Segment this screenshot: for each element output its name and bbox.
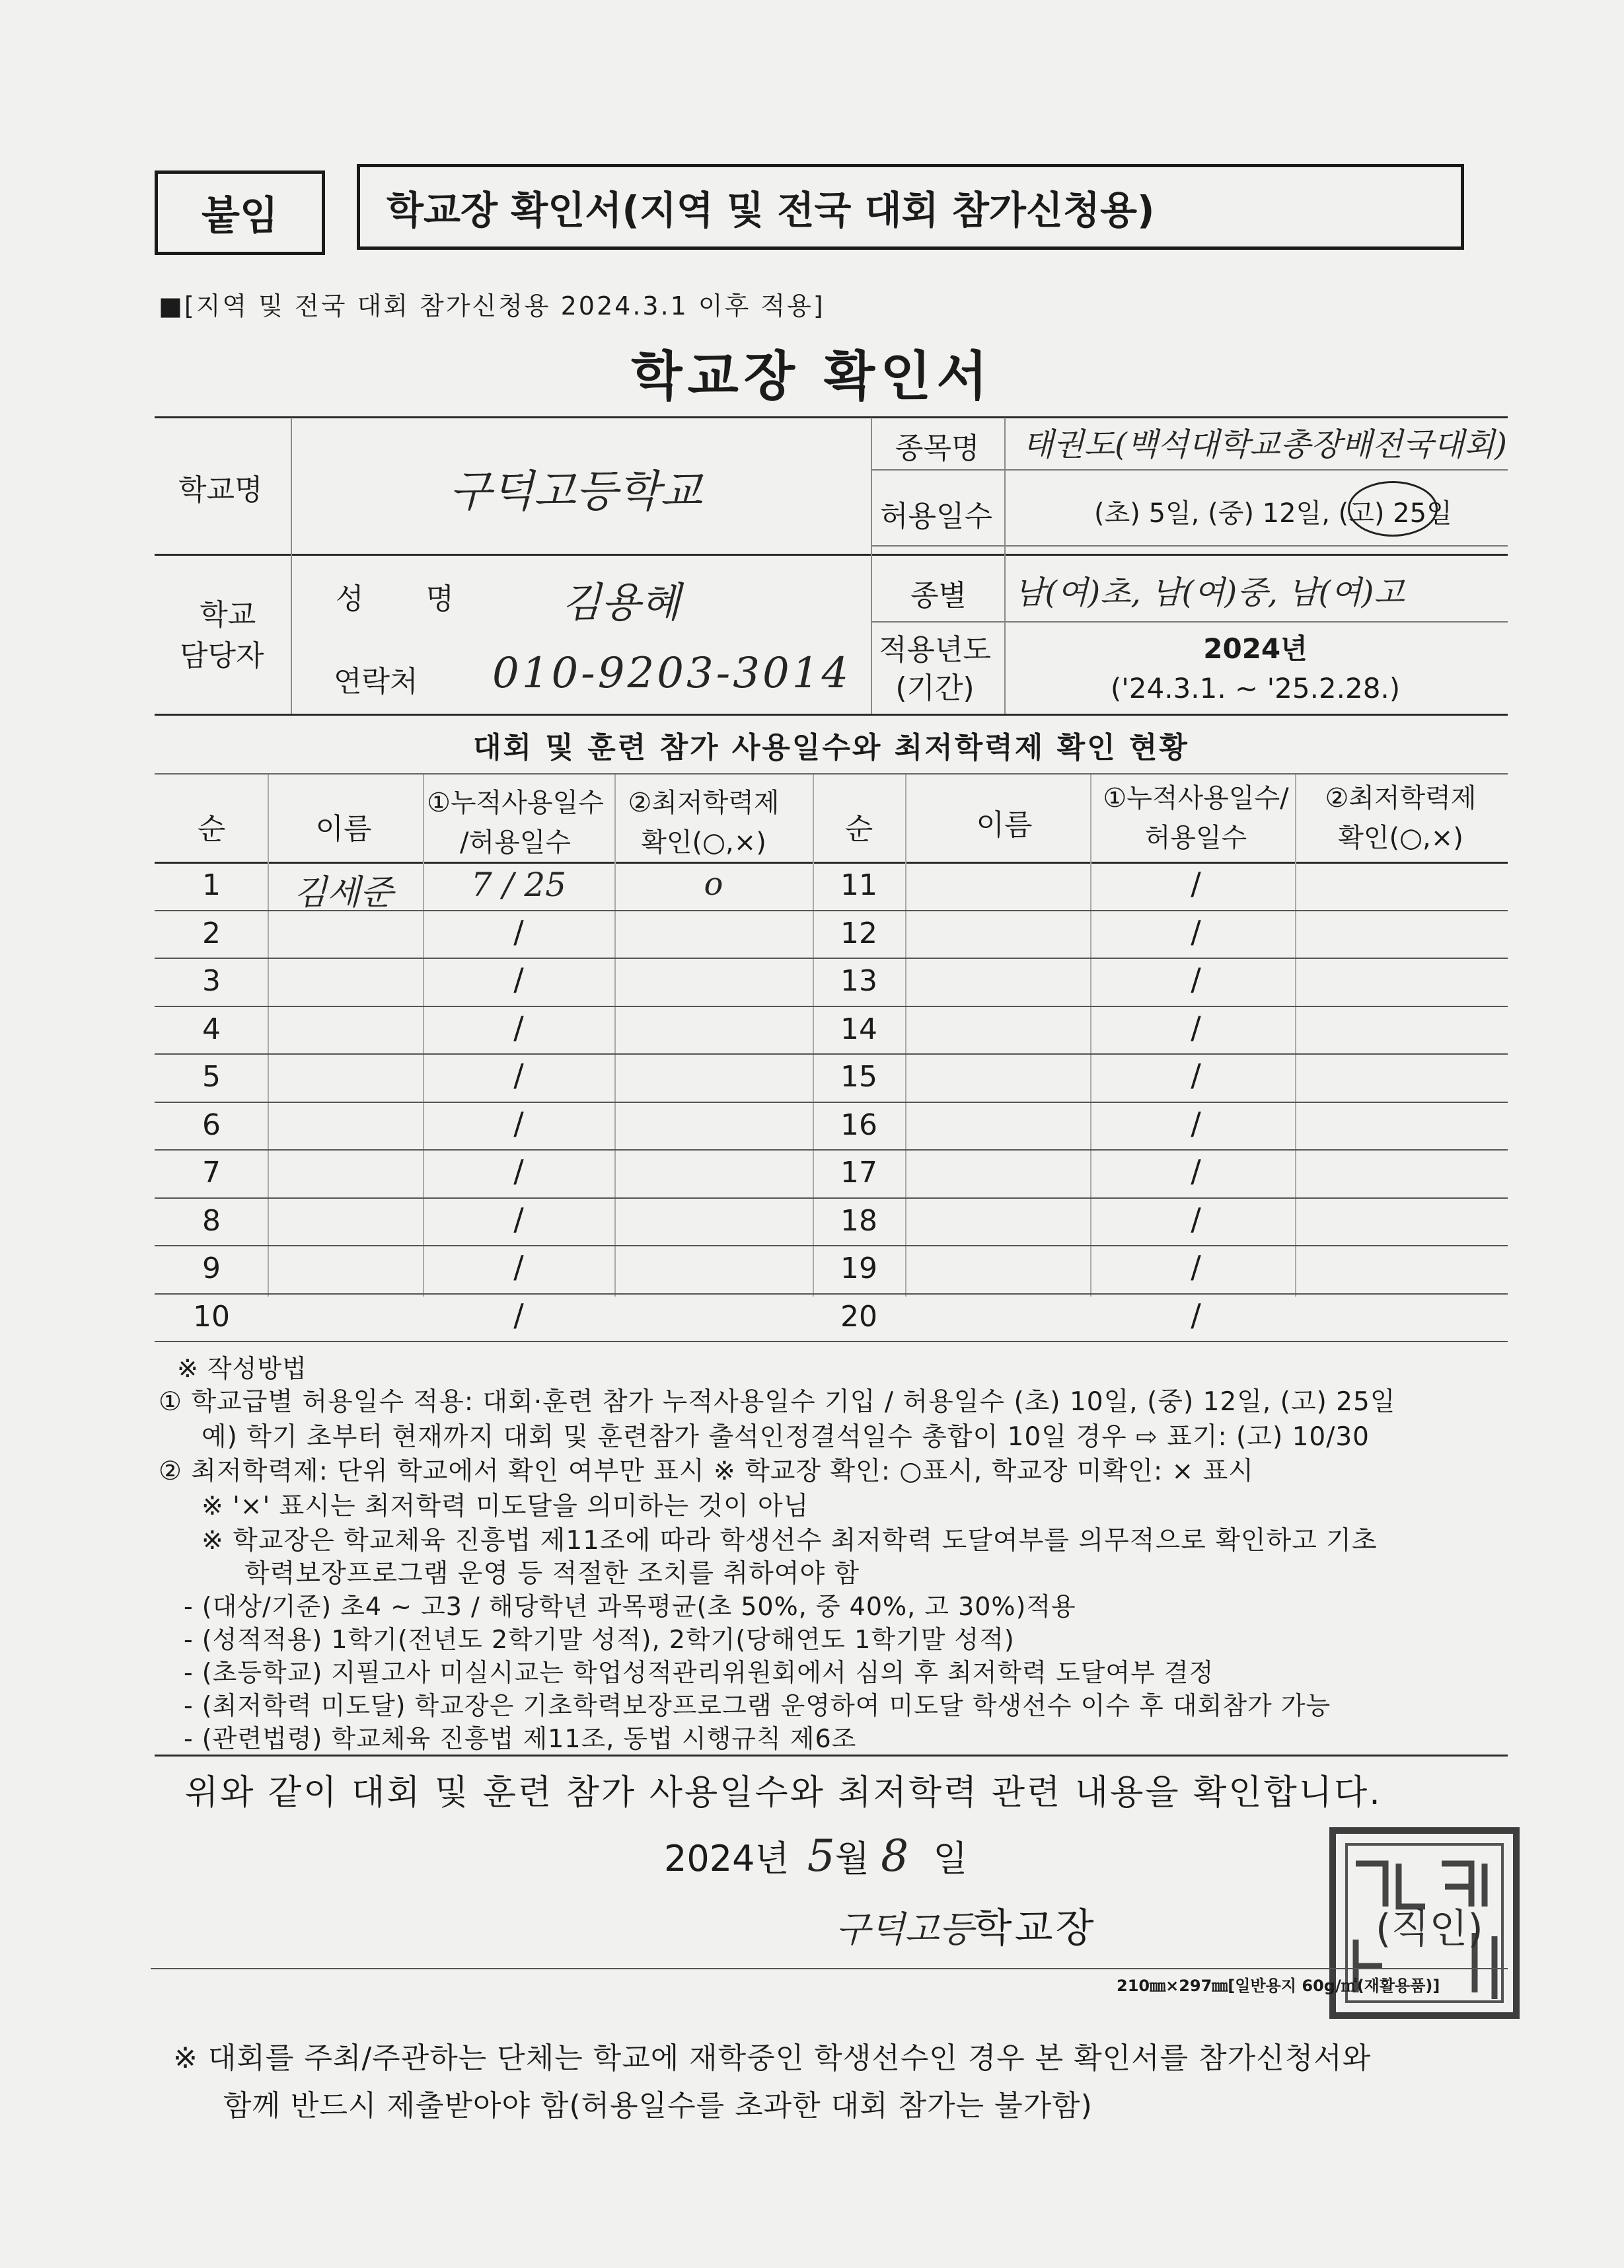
left-row-days: / xyxy=(513,1201,524,1237)
right-row-days: / xyxy=(1191,1153,1201,1189)
left-row-days: 7 / 25 xyxy=(470,866,567,904)
detail-4: - (최저학력 미도달) 학교장은 기초학력보장프로그램 운영하여 미도달 학생선수 이수 후 대회참가 가능 xyxy=(184,1691,1331,1720)
event-label: 종목명 xyxy=(895,432,980,465)
left-row-no: 2 xyxy=(202,916,221,950)
divider xyxy=(268,775,269,1297)
left-row-no: 8 xyxy=(202,1203,221,1238)
right-row-days: / xyxy=(1191,1057,1201,1093)
right-row-days: / xyxy=(1191,1105,1201,1141)
circle-mark xyxy=(1348,481,1438,537)
left-row-days: / xyxy=(513,1249,524,1285)
right-row-no: 13 xyxy=(840,964,877,998)
allowed-days-value: (초) 5일, (중) 12일, (고) 25일 xyxy=(1094,498,1452,529)
row-divider xyxy=(155,1341,1508,1342)
right-row-days: / xyxy=(1191,1249,1201,1285)
row-divider xyxy=(155,958,1508,959)
year-label: 적용년도 (기간) xyxy=(879,633,992,705)
left-row-check: o xyxy=(704,866,723,903)
school-name-label: 학교명 xyxy=(178,473,263,507)
contact-label: 연락처 xyxy=(334,665,418,699)
school-name-value: 구덕고등학교 xyxy=(449,466,702,517)
seal-label: (직인) xyxy=(1376,1906,1483,1952)
manager-label: 학교 담당자 xyxy=(180,598,264,673)
col-header-days: ①누적사용일수 /허용일수 xyxy=(427,788,604,858)
divider xyxy=(155,554,1508,556)
document-title: 학교장 확인서 xyxy=(631,346,993,407)
note-3: ※ '×' 표시는 최저학력 미도달을 의미하는 것이 아님 xyxy=(202,1492,809,1521)
paper-spec: 210㎜×297㎜[일반용지 60g/㎡(재활용품)] xyxy=(1117,1977,1440,1995)
right-row-no: 12 xyxy=(840,916,877,950)
divider xyxy=(155,714,1508,716)
right-row-days: / xyxy=(1191,913,1201,950)
right-row-no: 17 xyxy=(840,1156,877,1190)
divider xyxy=(871,621,1508,623)
note-1a: ① 학교급별 허용일수 적용: 대회·훈련 참가 누적사용일수 기입 / 허용일수 (초) 10일, (중) 12일, (고) 25일 xyxy=(159,1387,1396,1417)
gender-label: 종별 xyxy=(910,579,967,613)
contact-value: 010-9203-3014 xyxy=(492,649,852,698)
name-label: 성 명 xyxy=(336,582,480,616)
divider xyxy=(151,1968,1508,1969)
left-row-no: 9 xyxy=(202,1252,221,1285)
table-section-title: 대회 및 훈련 참가 사용일수와 최저학력제 확인 현황 xyxy=(473,731,1189,765)
col-header-no-right: 순 xyxy=(844,812,873,846)
row-divider xyxy=(155,1006,1508,1007)
detail-1: - (대상/기준) 초4 ~ 고3 / 해당학년 과목평균(초 50%, 중 40%, 고 30%)적용 xyxy=(184,1592,1076,1621)
note-1b: 예) 학기 초부터 현재까지 대회 및 훈련참가 출석인정결석일수 총합이 10일 경우 ⇨ 표기: (고) 10/30 xyxy=(202,1422,1370,1452)
divider xyxy=(905,775,906,1297)
divider xyxy=(155,773,1508,775)
right-row-no: 19 xyxy=(840,1252,877,1285)
left-row-no: 3 xyxy=(202,964,221,998)
left-row-days: / xyxy=(513,1105,524,1141)
row-divider xyxy=(155,1245,1508,1246)
divider xyxy=(871,418,872,714)
right-row-no: 14 xyxy=(840,1012,877,1046)
right-row-no: 11 xyxy=(840,868,877,902)
divider xyxy=(1004,418,1006,714)
left-row-no: 1 xyxy=(202,868,221,902)
left-row-no: 10 xyxy=(193,1299,230,1334)
col-header-name-right: 이름 xyxy=(976,808,1033,842)
row-divider xyxy=(155,1149,1508,1151)
left-row-no: 5 xyxy=(202,1060,221,1094)
manager-name-value: 김용혜 xyxy=(562,578,681,626)
divider xyxy=(155,1755,1508,1757)
left-row-no: 7 xyxy=(202,1156,221,1190)
right-row-no: 15 xyxy=(840,1060,877,1094)
col-header-check: ②최저학력제 확인(○,×) xyxy=(628,788,780,858)
divider xyxy=(871,545,1508,547)
event-value: 태권도(백석대학교총장배전국대회) xyxy=(1023,426,1507,463)
right-row-days: / xyxy=(1191,1009,1201,1045)
divider xyxy=(813,775,814,1297)
footer-note-2: 함께 반드시 제출받아야 함(허용일수를 초과한 대회 참가는 불가함) xyxy=(223,2089,1093,2123)
right-row-days: / xyxy=(1191,962,1201,997)
note-4a: ※ 학교장은 학교체육 진흥법 제11조에 따라 학생선수 최저학력 도달여부를 의무적으로 확인하고 기초 xyxy=(202,1526,1378,1556)
col-header-name: 이름 xyxy=(315,812,372,846)
detail-2: - (성적적용) 1학기(전년도 2학기말 성적), 2학기(당해연도 1학기말 성적) xyxy=(184,1625,1015,1654)
confirm-statement: 위와 같이 대회 및 훈련 참가 사용일수와 최저학력 관련 내용을 확인합니다. xyxy=(185,1773,1382,1813)
divider xyxy=(614,775,616,1297)
divider xyxy=(155,416,1508,418)
left-row-days: / xyxy=(513,962,524,997)
row-divider xyxy=(155,1102,1508,1103)
year-value: 2024년 ('24.3.1. ~ '25.2.28.) xyxy=(1110,632,1401,704)
divider xyxy=(291,418,292,714)
note-4b: 학력보장프로그램 운영 등 적절한 조치를 취하여야 함 xyxy=(244,1559,860,1589)
row-divider xyxy=(155,1293,1508,1295)
notes-heading: ※ 작성방법 xyxy=(177,1354,307,1383)
detail-5: - (관련법령) 학교체육 진흥법 제11조, 동법 시행규칙 제6조 xyxy=(184,1724,857,1753)
note-2: ② 최저학력제: 단위 학교에서 확인 여부만 표시 ※ 학교장 확인: ○표시, 학교장 미확인: × 표시 xyxy=(159,1456,1254,1486)
left-row-days: / xyxy=(513,1057,524,1093)
row-divider xyxy=(155,1197,1508,1199)
attachment-tag: 붙임 xyxy=(155,170,325,255)
col-header-check-right: ②최저학력제 확인(○,×) xyxy=(1325,783,1477,853)
left-row-name: 김세준 xyxy=(293,873,394,913)
allowed-days-label: 허용일수 xyxy=(880,500,993,533)
right-row-days: / xyxy=(1191,866,1201,901)
form-subtitle: ■[지역 및 전국 대회 참가신청용 2024.3.1 이후 적용] xyxy=(159,291,825,321)
detail-3: - (초등학교) 지필고사 미실시교는 학업성적관리위원회에서 심의 후 최저학력 도달여부 결정 xyxy=(184,1658,1214,1687)
principal-line: 구덕고등학교장 xyxy=(836,1905,1097,1951)
divider xyxy=(871,469,1508,471)
left-row-days: / xyxy=(513,1009,524,1045)
gender-value: 남(여)초, 남(여)중, 남(여)고 xyxy=(1014,574,1405,611)
divider xyxy=(155,862,1508,864)
row-divider xyxy=(155,1053,1508,1055)
right-row-no: 16 xyxy=(840,1108,877,1142)
right-row-days: / xyxy=(1191,1201,1201,1237)
left-row-no: 6 xyxy=(202,1108,221,1142)
left-row-days: / xyxy=(513,913,524,950)
right-row-no: 20 xyxy=(840,1299,877,1334)
col-header-days-right: ①누적사용일수/ 허용일수 xyxy=(1103,783,1289,853)
right-row-no: 18 xyxy=(840,1203,877,1238)
date-line: 2024년 5월 8 일 xyxy=(664,1831,968,1881)
form-header-title: 학교장 확인서(지역 및 전국 대회 참가신청용) xyxy=(357,164,1464,250)
left-row-days: / xyxy=(513,1297,524,1333)
footer-note-1: ※ 대회를 주최/주관하는 단체는 학교에 재학중인 학생선수인 경우 본 확인서를 참가신청서와 xyxy=(173,2041,1372,2075)
col-header-no: 순 xyxy=(197,812,226,846)
right-row-days: / xyxy=(1191,1297,1201,1333)
left-row-days: / xyxy=(513,1153,524,1189)
left-row-no: 4 xyxy=(202,1012,221,1046)
